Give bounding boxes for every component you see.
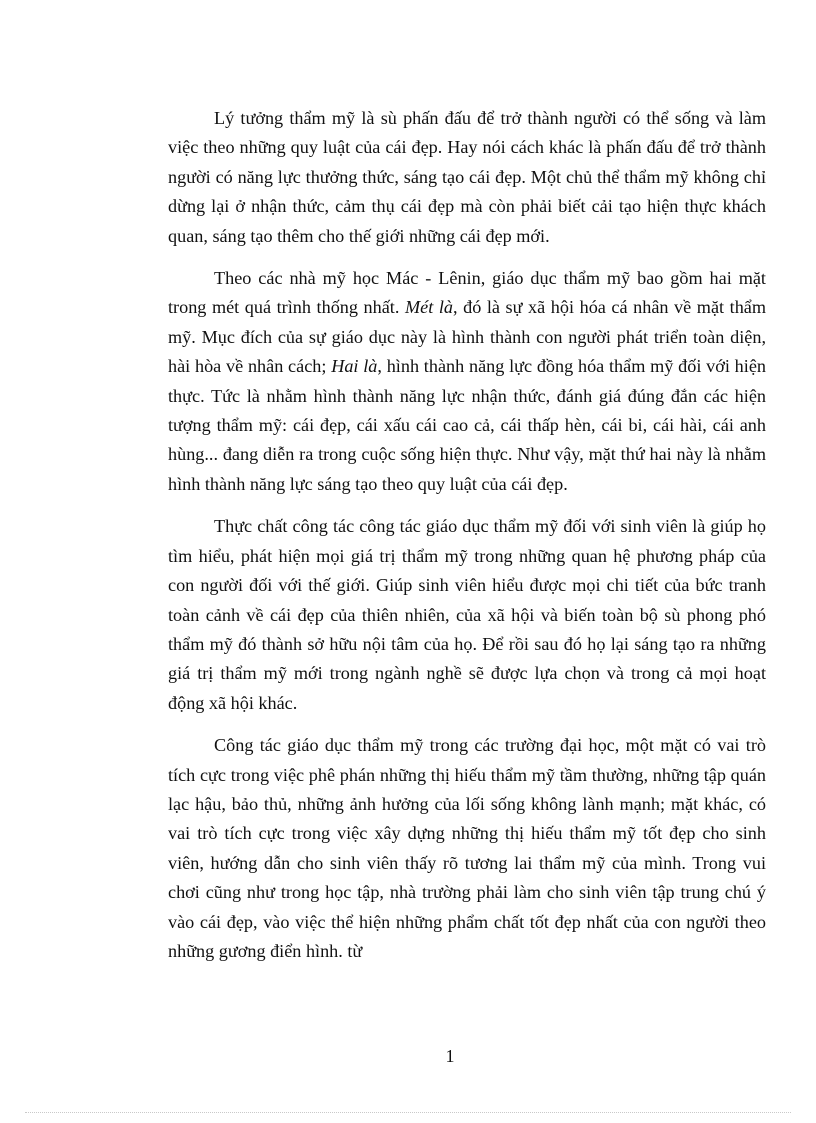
paragraph-university-role: Công tác giáo dục thẩm mỹ trong các trường đại học, một mặt có vai trò tích cực trong việc phê phán những thị hiếu thẩm mỹ tầm thường, những tập quán lạc hậu, bảo thủ, những ảnh hưởng của lối sống không lành mạnh; mặt khác, có vai trò tích cực trong việc xây dựng những thị hiếu thẩm mỹ tốt đẹp cho sinh viên, hướng dẫn cho sinh viên thấy rõ tương lai thẩm mỹ của mình. Trong vui chơi cũng như trong học tập, nhà trường phải làm cho sinh viên tập trung chú ý vào cái đẹp, vào việc thể hiện những phẩm chất tốt đẹp nhất của con người theo những gương điển hình. từ	[168, 735, 766, 961]
paragraph-student-education: Thực chất công tác công tác giáo dục thẩm mỹ đối với sinh viên là giúp họ tìm hiểu, phát hiện mọi giá trị thẩm mỹ trong những quan hệ phương pháp của con người đối với thế giới. Giúp sinh viên hiểu được mọi chi tiết của bức tranh toàn cảnh về cái đẹp của thiên nhiên, của xã hội và biến toàn bộ sù phong phó thẩm mỹ đó thành sở hữu nội tâm của họ. Để rồi sau đó họ lại sáng tạo ra những giá trị thẩm mỹ mới trong ngành nghề sẽ được lựa chọn và trong cả mọi hoạt động xã hội khác.	[168, 516, 766, 713]
page-bottom-divider	[25, 1112, 791, 1113]
paragraph-aesthetic-ideal: Lý tưởng thẩm mỹ là sù phấn đấu để trở thành người có thể sống và làm việc theo những quy luật của cái đẹp. Hay nói cách khác là phấn đấu để trở thành người có năng lực thưởng thức, sáng tạo cái đẹp. Một chủ thể thẩm mỹ không chỉ dừng lại ở nhận thức, cảm thụ cái đẹp mà còn phải biết cải tạo hiện thực khách quan, sáng tạo thêm cho thế giới những cái đẹp mới.	[168, 108, 766, 246]
page-number: 1	[445, 1046, 455, 1066]
paragraph-2-second-point-text: , hình thành năng lực đồng hóa thẩm mỹ đối với hiện thực. Tức là nhằm hình thành năng lực nhận thức, đánh giá đúng đắn các hiện tượng thẩm mỹ: cái đẹp, cái xấu cái cao cả, cái thấp hèn, cái bi, cái hài, cái anh hùng... đang diễn ra trong cuộc sống hiện thực. Như vậy, mặt thứ hai này là nhằm hình thành năng lực sáng tạo theo quy luật của cái đẹp.	[168, 356, 766, 494]
paragraph-2-intro: Theo các nhà mỹ học Mác - Lênin, giáo dục thẩm mỹ bao gồm hai mặt trong mét quá trình thống nhất.	[168, 268, 766, 318]
paragraph-marxist-aesthetics	[168, 264, 766, 499]
document-body	[168, 104, 766, 979]
paragraph-2-first-point-text: , đó là sự xã hội hóa cá nhân về mặt thẩm mỹ. Mục đích của sự giáo dục này là hình thành con người phát triển toàn diện, hài hòa về nhân cách;	[168, 297, 767, 377]
paragraph-2-second-point-label: Hai là	[331, 356, 378, 377]
paragraph-2-first-point-label: Mét là	[404, 297, 453, 318]
